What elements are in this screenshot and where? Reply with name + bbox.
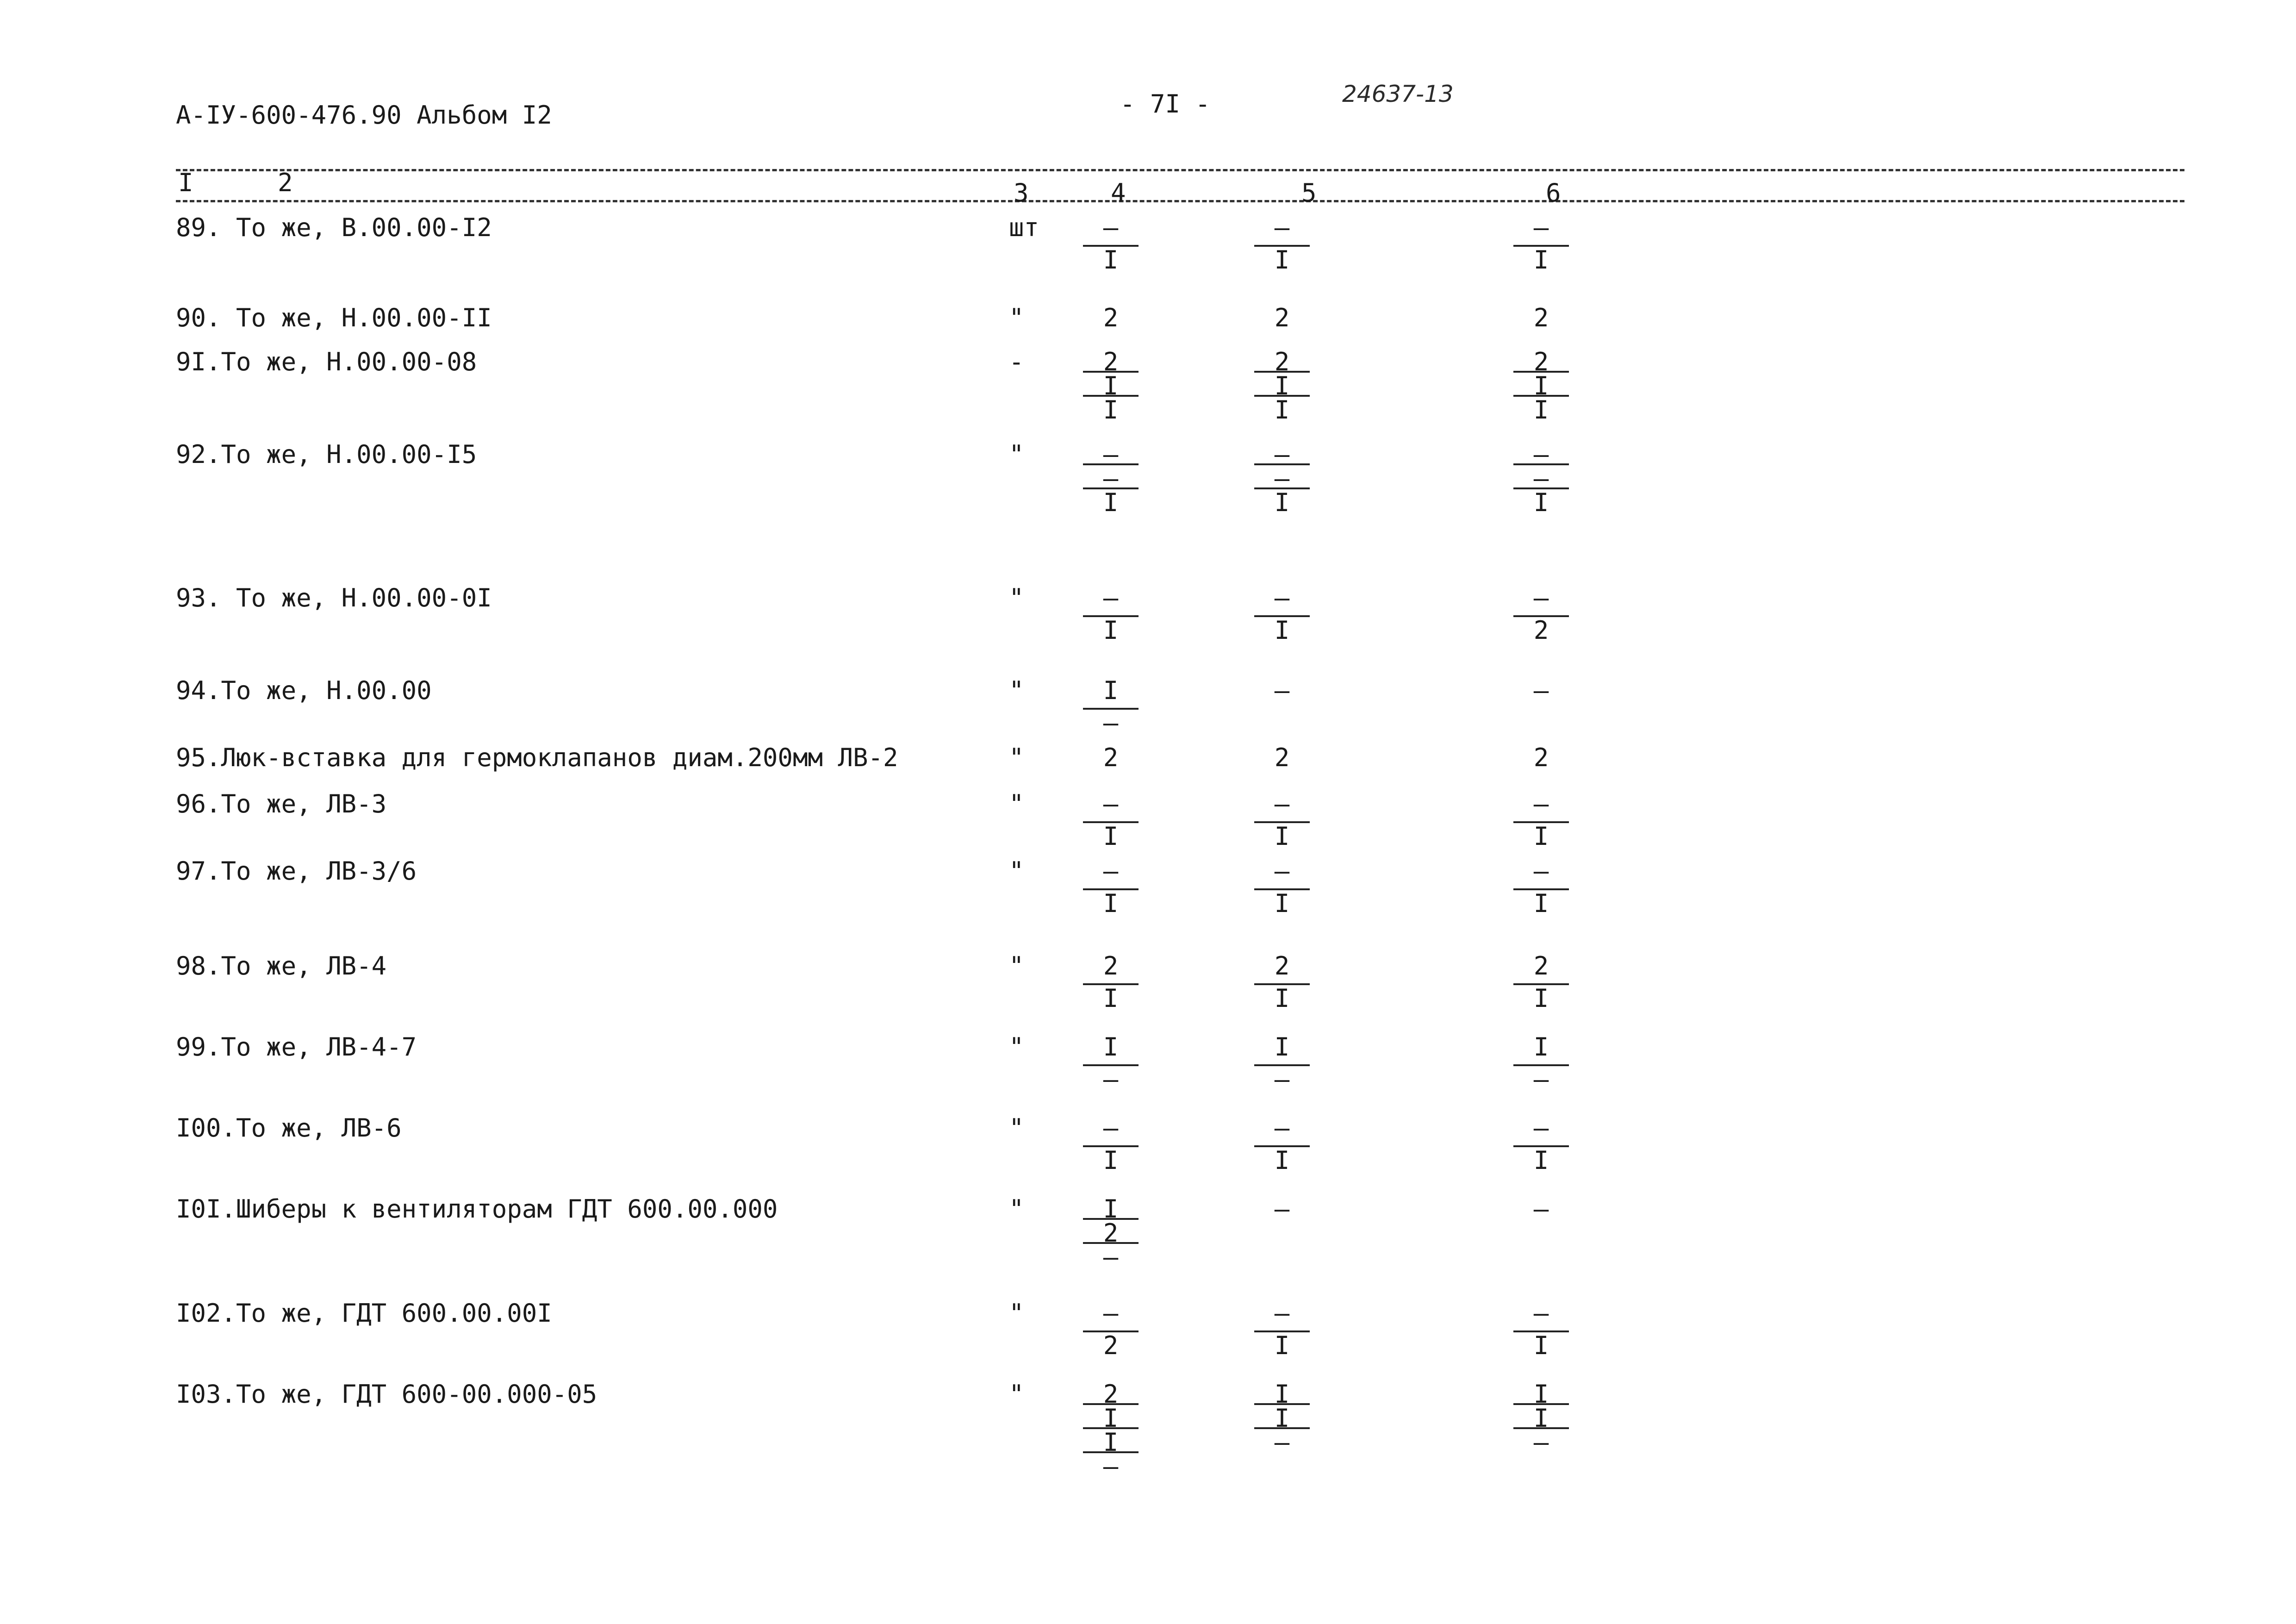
quantity-value: –	[1274, 676, 1290, 705]
quantity-value: –	[1533, 1194, 1549, 1224]
column-header-6: 6	[1546, 178, 1561, 207]
quantity-value: I	[1533, 1331, 1549, 1360]
unit-value: "	[1009, 303, 1024, 332]
quantity-value: I	[1533, 1032, 1549, 1062]
quantity-value: I	[1103, 1428, 1119, 1457]
unit-value: "	[1009, 1299, 1024, 1328]
item-name: 97.То же, ЛВ-3/6	[176, 856, 417, 886]
quantity-value: 2	[1533, 347, 1549, 376]
quantity-value: –	[1274, 1113, 1290, 1143]
quantity-value: I	[1274, 1404, 1290, 1433]
quantity-value: –	[1274, 440, 1290, 469]
quantity-value: –	[1533, 464, 1549, 493]
quantity-value: –	[1103, 1113, 1119, 1143]
quantity-value: I	[1103, 371, 1119, 400]
column-header-2: 2	[278, 168, 293, 197]
quantity-value: 2	[1533, 303, 1549, 332]
quantity-value: 2	[1274, 347, 1290, 376]
quantity-value: I	[1533, 245, 1549, 275]
quantity-value: –	[1103, 856, 1119, 886]
quantity-value: I	[1274, 1380, 1290, 1409]
quantity-value: I	[1103, 822, 1119, 851]
quantity-value: I	[1103, 395, 1119, 425]
item-name: 9I.То же, Н.00.00-08	[176, 347, 477, 376]
quantity-value: I	[1533, 984, 1549, 1013]
quantity-value: –	[1274, 856, 1290, 886]
quantity-value: –	[1274, 1194, 1290, 1224]
quantity-value: –	[1103, 1065, 1119, 1094]
quantity-value: –	[1274, 583, 1290, 612]
quantity-value: I	[1274, 488, 1290, 517]
column-header-5: 5	[1301, 178, 1317, 207]
quantity-value: 2	[1533, 616, 1549, 645]
quantity-value: I	[1103, 488, 1119, 517]
quantity-value: I	[1274, 1032, 1290, 1062]
quantity-value: –	[1533, 1299, 1549, 1328]
quantity-value: –	[1103, 708, 1119, 737]
quantity-value: –	[1274, 1299, 1290, 1328]
archive-stamp: 24637-13	[1342, 81, 1454, 107]
page-number: - 7I -	[1120, 89, 1211, 119]
quantity-value: I	[1103, 1404, 1119, 1433]
unit-value: "	[1009, 1032, 1024, 1062]
quantity-value: I	[1533, 1380, 1549, 1409]
column-header-3: 3	[1014, 178, 1029, 207]
quantity-value: –	[1103, 583, 1119, 612]
quantity-value: I	[1533, 395, 1549, 425]
quantity-value: –	[1103, 213, 1119, 242]
quantity-value: I	[1274, 1146, 1290, 1175]
unit-value: "	[1009, 951, 1024, 981]
quantity-value: –	[1103, 1299, 1119, 1328]
item-name: 90. То же, Н.00.00-II	[176, 303, 492, 332]
quantity-value: –	[1274, 789, 1290, 818]
quantity-value: 2	[1103, 1331, 1119, 1360]
quantity-value: I	[1274, 1331, 1290, 1360]
quantity-value: I	[1103, 889, 1119, 918]
item-name: I00.То же, ЛВ-6	[176, 1113, 402, 1143]
quantity-value: 2	[1274, 951, 1290, 981]
quantity-value: –	[1103, 1243, 1119, 1272]
quantity-value: –	[1533, 1065, 1549, 1094]
quantity-value: –	[1103, 1452, 1119, 1481]
quantity-value: –	[1533, 213, 1549, 242]
quantity-value: 2	[1103, 951, 1119, 981]
unit-value: "	[1009, 856, 1024, 886]
header-rule-top	[176, 169, 2184, 171]
quantity-value: 2	[1274, 303, 1290, 332]
unit-value: "	[1009, 743, 1024, 772]
item-name: 92.То же, Н.00.00-I5	[176, 440, 477, 469]
quantity-value: I	[1103, 984, 1119, 1013]
quantity-value: –	[1533, 676, 1549, 705]
quantity-value: I	[1274, 822, 1290, 851]
quantity-value: I	[1274, 245, 1290, 275]
quantity-value: I	[1533, 371, 1549, 400]
quantity-value: I	[1103, 245, 1119, 275]
quantity-value: 2	[1103, 1218, 1119, 1248]
item-name: 96.То же, ЛВ-3	[176, 789, 387, 818]
quantity-value: –	[1274, 1065, 1290, 1094]
item-name: 95.Люк-вставка для гермоклапанов диам.200мм ЛВ-2	[176, 743, 898, 772]
unit-value: "	[1009, 1194, 1024, 1224]
quantity-value: I	[1274, 395, 1290, 425]
unit-value: "	[1009, 1113, 1024, 1143]
item-name: I02.То же, ГДТ 600.00.00I	[176, 1299, 552, 1328]
item-name: I0I.Шиберы к вентиляторам ГДТ 600.00.000	[176, 1194, 778, 1224]
quantity-value: I	[1274, 889, 1290, 918]
unit-value: "	[1009, 789, 1024, 818]
quantity-value: 2	[1533, 743, 1549, 772]
unit-value: "	[1009, 440, 1024, 469]
quantity-value: –	[1533, 440, 1549, 469]
unit-value: "	[1009, 676, 1024, 705]
quantity-value: 2	[1103, 303, 1119, 332]
quantity-value: –	[1533, 1113, 1549, 1143]
quantity-value: –	[1533, 856, 1549, 886]
unit-value: -	[1009, 347, 1024, 376]
header-rule-bottom	[176, 200, 2184, 202]
quantity-value: –	[1103, 464, 1119, 493]
item-name: 98.То же, ЛВ-4	[176, 951, 387, 981]
quantity-value: I	[1533, 1404, 1549, 1433]
quantity-value: I	[1274, 616, 1290, 645]
quantity-value: –	[1274, 1428, 1290, 1457]
document-code: А-IУ-600-476.90 Альбом I2	[176, 100, 552, 130]
quantity-value: –	[1533, 583, 1549, 612]
quantity-value: I	[1103, 676, 1119, 705]
quantity-value: 2	[1274, 743, 1290, 772]
item-name: I03.То же, ГДТ 600-00.000-05	[176, 1380, 597, 1409]
quantity-value: I	[1533, 889, 1549, 918]
item-name: 93. То же, Н.00.00-0I	[176, 583, 492, 612]
unit-value: "	[1009, 1380, 1024, 1409]
quantity-value: I	[1103, 616, 1119, 645]
column-header-1: I	[178, 168, 193, 197]
quantity-value: –	[1103, 789, 1119, 818]
quantity-value: –	[1533, 789, 1549, 818]
quantity-value: I	[1103, 1032, 1119, 1062]
unit-value: "	[1009, 583, 1024, 612]
unit-value: шт	[1009, 213, 1039, 242]
item-name: 99.То же, ЛВ-4-7	[176, 1032, 417, 1062]
quantity-value: 2	[1103, 1380, 1119, 1409]
quantity-value: –	[1533, 1428, 1549, 1457]
quantity-value: –	[1274, 213, 1290, 242]
item-name: 89. То же, В.00.00-I2	[176, 213, 492, 242]
column-header-4: 4	[1111, 178, 1126, 207]
quantity-value: I	[1533, 822, 1549, 851]
quantity-value: I	[1274, 371, 1290, 400]
quantity-value: I	[1533, 1146, 1549, 1175]
quantity-value: I	[1533, 488, 1549, 517]
quantity-value: I	[1103, 1146, 1119, 1175]
item-name: 94.То же, Н.00.00	[176, 676, 432, 705]
quantity-value: 2	[1103, 347, 1119, 376]
quantity-value: –	[1274, 464, 1290, 493]
quantity-value: –	[1103, 440, 1119, 469]
quantity-value: I	[1274, 984, 1290, 1013]
quantity-value: 2	[1533, 951, 1549, 981]
quantity-value: 2	[1103, 743, 1119, 772]
quantity-value: I	[1103, 1194, 1119, 1224]
